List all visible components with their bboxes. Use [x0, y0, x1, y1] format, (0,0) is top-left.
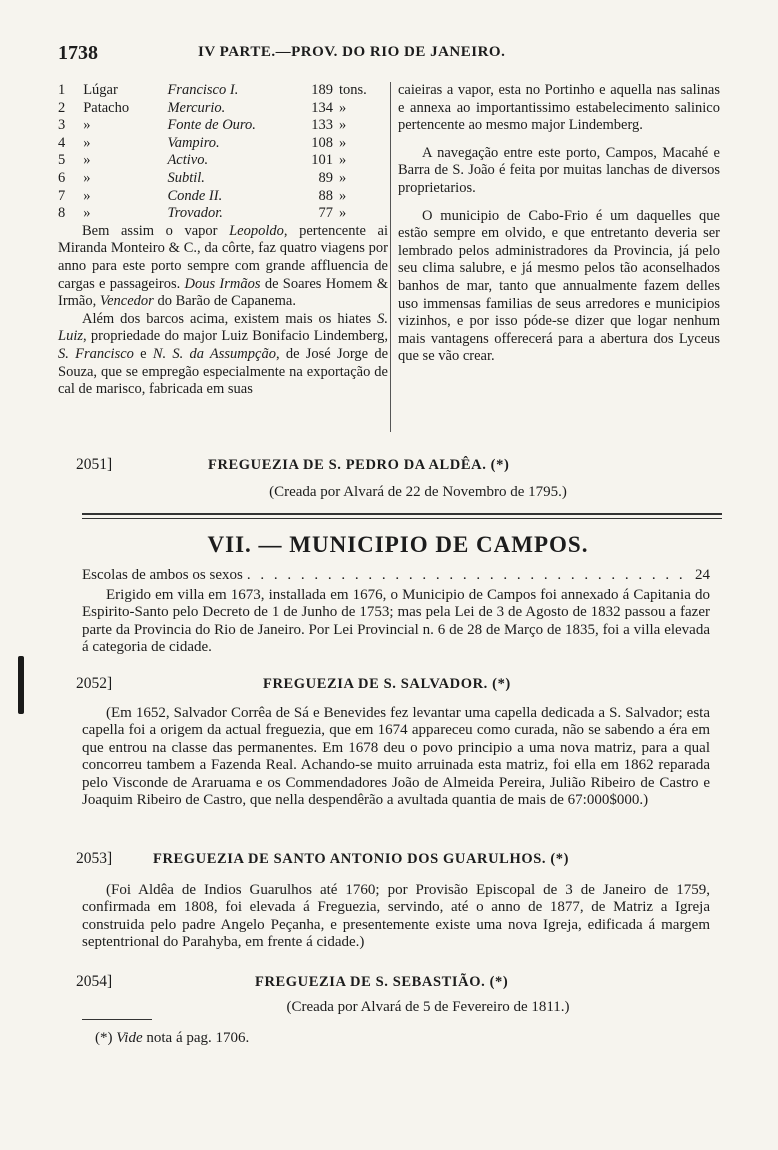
ship-tonnage: 101	[311, 152, 333, 169]
ship-unit: »	[338, 134, 347, 151]
ship-number: 4	[58, 134, 66, 151]
ship-tonnage: 77	[318, 205, 333, 222]
ship-type: »	[83, 117, 91, 134]
ship-type: »	[83, 205, 91, 222]
ship-tonnage: 108	[311, 134, 333, 151]
entry-2052-body	[82, 705, 710, 809]
ship-row	[58, 82, 388, 100]
entry-title: FREGUEZIA DE S. PEDRO DA ALDÊA. (*)	[208, 457, 510, 473]
ship-name: Vampiro.	[167, 134, 220, 151]
ship-type: »	[83, 134, 91, 151]
ship-type: Patacho	[83, 99, 130, 116]
ship-tonnage: 88	[318, 187, 333, 204]
ship-type: Lúgar	[83, 82, 118, 98]
paragraph-leopoldo: Bem assim o vapor Leopoldo, pertencente ai Miranda Monteiro & C., da côrte, faz quatro viagens por anno para este porto sempre com grande affluencia de cargas e passageiros. Dous Irmãos de Soares Homem & Irmão, Vencedor do Barão de Capanema.	[58, 222, 389, 310]
ship-type: »	[83, 152, 91, 169]
ship-unit: »	[338, 99, 347, 116]
page-number: 1738	[58, 42, 98, 64]
paragraph-hiates: Além dos barcos acima, existem mais os hiates S. Luiz, propriedade do major Luiz Bonifacio Lindemberg, S. Francisco e N. S. da Assumpção, de José Jorge de Souza, que se empregão especialmente na exportação de cal de marisco, fabricada em suas	[58, 310, 389, 398]
ship-unit: »	[338, 187, 347, 204]
right-column	[398, 82, 720, 366]
ship-table	[58, 82, 388, 223]
ship-number: 6	[58, 169, 66, 186]
ship-row	[58, 170, 388, 188]
ship-name: Mercurio.	[167, 99, 226, 116]
entry-number: 2054]	[76, 973, 113, 990]
paragraph-caieiras: caieiras a vapor, esta no Portinho e aquella nas salinas e annexa ao importantissimo estabelecimento salinico pertencente ao mesmo major Lindemberg.	[398, 82, 720, 134]
ship-tonnage: 134	[311, 99, 333, 116]
ship-name: Francisco I.	[167, 82, 239, 98]
entry-2054-creation: (Creada por Alvará de 5 de Fevereiro de 1811.)	[286, 999, 570, 1015]
ship-unit: »	[338, 205, 347, 222]
schools-label: Escolas de ambos os sexos	[82, 567, 243, 583]
ship-row	[58, 135, 388, 153]
schools-count: 24	[695, 567, 710, 583]
footnote-rule	[82, 1019, 152, 1020]
entry-2051-creation: (Creada por Alvará de 22 de Novembro de 1795.)	[269, 484, 567, 500]
entry-number: 2052]	[76, 675, 113, 692]
campos-intro-text: Erigido em villa em 1673, installada em 1676, o Municipio de Campos foi annexado á Capitania do Espirito-Santo pelo Decreto de 1 de Junho de 1753; mas pela Lei de 3 de Agosto de 1832 passou a fazer parte da Provincia do Rio de Janeiro. Por Lei Provincial n. 6 de 28 de Março de 1835, foi a villa elevada á categoria de cidade.	[82, 587, 710, 656]
column-divider	[390, 82, 391, 432]
ship-name: Fonte de Ouro.	[167, 117, 256, 134]
entry-title: FREGUEZIA DE SANTO ANTONIO DOS GUARULHOS. (*)	[153, 851, 570, 867]
ship-unit: »	[338, 169, 347, 186]
edge-mark	[18, 656, 24, 714]
dot-leader	[247, 567, 691, 584]
paragraph-navegacao: A navegação entre este porto, Campos, Macahé e Barra de S. João é feita por muitas lanchas de diversos proprietarios.	[398, 144, 720, 196]
ship-number: 3	[58, 117, 66, 134]
entry-2053-text: (Foi Aldêa de Indios Guarulhos até 1760; por Provisão Episcopal de 3 de Janeiro de 1759, confirmada em 1808, foi elevada á Freguezia, servindo, até o anno de 1877, de Matriz a Igreja construida pelo padre Angelo Peçanha, e presentemente existe uma nova Igreja, edificada á margem septentrional do Parahyba, em frente á cidade.)	[82, 882, 710, 951]
ship-row	[58, 152, 388, 170]
entry-title: FREGUEZIA DE S. SALVADOR. (*)	[263, 676, 511, 692]
running-title: IV PARTE.—PROV. DO RIO DE JANEIRO.	[198, 44, 506, 60]
ship-type: »	[83, 169, 91, 186]
ship-name: Subtil.	[167, 169, 205, 186]
section-rule-bottom	[82, 518, 722, 519]
ship-number: 1	[58, 82, 66, 98]
ship-tonnage: 133	[311, 117, 333, 134]
ship-tonnage: 89	[318, 169, 333, 186]
schools-line	[82, 567, 710, 584]
entry-2052-text: (Em 1652, Salvador Corrêa de Sá e Benevides fez levantar uma capella dedicada a S. Salvador; esta capella foi a origem da actual freguezia, que em 1674 appareceu como curada, não se sabendo a éra em que entrou na classe das permanentes. Em 1678 deu o povo principio a uma nova matriz, para a qual concorreu tambem a Fazenda Real. Achando-se muito arruinada esta matriz, foi ella em 1862 reparada pelo Visconde de Araruama e os Commendadores João de Almeida Pereira, Julião Ribeiro de Castro e Joaquim Ribeiro de Castro, que nella despendêrão a avultada quantia de mais de 67:000$000.)	[82, 705, 710, 809]
entry-2053-body	[82, 882, 710, 952]
ship-tonnage: 189	[311, 82, 333, 98]
ship-unit: tons.	[338, 82, 367, 98]
ship-unit: »	[338, 152, 347, 169]
entry-number: 2051]	[76, 456, 113, 473]
ship-number: 8	[58, 205, 66, 222]
campos-intro	[82, 587, 710, 657]
ship-type: »	[83, 187, 91, 204]
ship-row	[58, 188, 388, 206]
footnote: (*) Vide nota á pag. 1706.	[95, 1030, 250, 1046]
ship-number: 7	[58, 187, 66, 204]
ship-row	[58, 100, 388, 118]
ship-unit: »	[338, 117, 347, 134]
ship-number: 2	[58, 99, 66, 116]
ship-name: Trovador.	[167, 205, 223, 222]
ship-number: 5	[58, 152, 66, 169]
ship-name: Conde II.	[167, 187, 223, 204]
ship-row	[58, 117, 388, 135]
section-rule-top	[82, 513, 722, 515]
ship-name: Activo.	[167, 152, 209, 169]
entry-title: FREGUEZIA DE S. SEBASTIÃO. (*)	[255, 974, 509, 990]
section-title: VII. — MUNICIPIO DE CAMPOS.	[207, 532, 589, 557]
ship-row	[58, 205, 388, 223]
paragraph-cabo-frio: O municipio de Cabo-Frio é um daquelles que estão sempre em olvido, e que entretanto deveria ser lembrado pelos administradores da Provincia, já pelo seu clima salubre, e já mesmo pelos tão aconselhados banhos de mar, tanto que annualmente fazem delles uso immensas familias de seus arredores e municipios vizinhos, e por isso póde-se dizer que logar nenhum mais vantagens offerecerá para a abertura dos Lyceus que se vão crear.	[398, 207, 720, 365]
left-column	[58, 82, 388, 399]
entry-number: 2053]	[76, 850, 113, 867]
page-header	[58, 42, 718, 68]
